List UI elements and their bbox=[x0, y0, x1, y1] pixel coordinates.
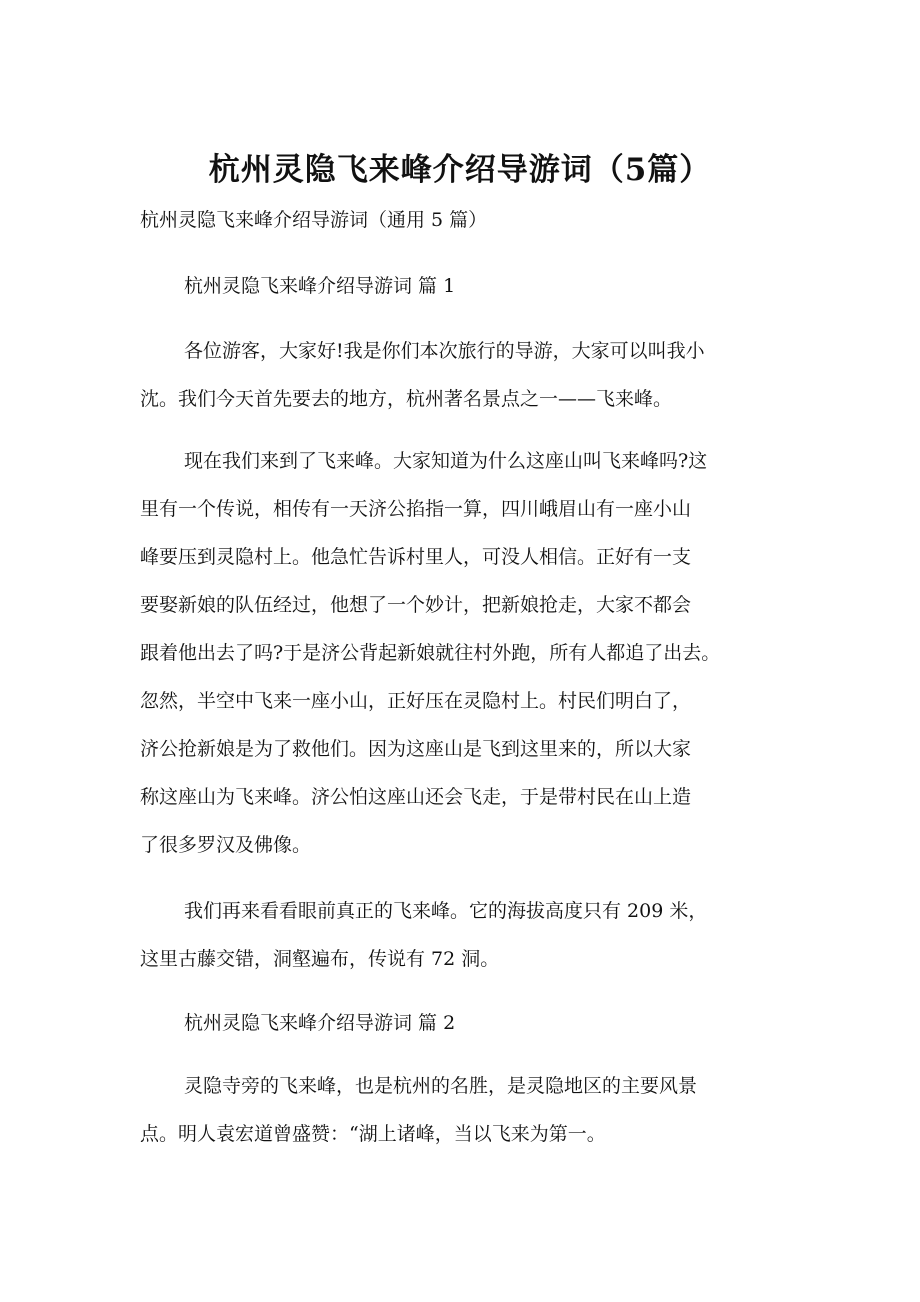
paragraph-line: 忽然，半空中飞来一座小山，正好压在灵隐村上。村民们明白了， bbox=[140, 690, 692, 712]
paragraph-line: 各位游客，大家好!我是你们本次旅行的导游，大家可以叫我小 bbox=[184, 340, 705, 362]
paragraph-line: 跟着他出去了吗?于是济公背起新娘就往村外跑，所有人都追了出去。 bbox=[140, 642, 721, 664]
paragraph-3 bbox=[140, 887, 800, 983]
section-heading-1: 杭州灵隐飞来峰介绍导游词 篇 1 bbox=[184, 275, 456, 297]
paragraph-line: 这里古藤交错，洞壑遍布，传说有 72 洞。 bbox=[140, 948, 500, 970]
paragraph-line: 沈。我们今天首先要去的地方，杭州著名景点之一——飞来峰。 bbox=[140, 388, 673, 410]
paragraph-line: 称这座山为飞来峰。济公怕这座山还会飞走，于是带村民在山上造 bbox=[140, 786, 692, 808]
paragraph-line: 了很多罗汉及佛像。 bbox=[140, 834, 312, 856]
paragraph-line: 我们再来看看眼前真正的飞来峰。它的海拔高度只有 209 米， bbox=[184, 900, 708, 922]
paragraph-line: 峰要压到灵隐村上。他急忙告诉村里人，可没人相信。正好有一支 bbox=[140, 546, 692, 568]
paragraph-2 bbox=[140, 437, 800, 869]
document-title: 杭州灵隐飞来峰介绍导游词（5篇） bbox=[208, 152, 712, 188]
document-subtitle: 杭州灵隐飞来峰介绍导游词（通用 5 篇） bbox=[140, 209, 488, 231]
paragraph-line: 灵隐寺旁的飞来峰，也是杭州的名胜，是灵隐地区的主要风景 bbox=[184, 1075, 698, 1097]
paragraph-line: 要娶新娘的队伍经过，他想了一个妙计，把新娘抢走，大家不都会 bbox=[140, 594, 692, 616]
paragraph-1 bbox=[140, 327, 800, 423]
paragraph-line: 里有一个传说，相传有一天济公掐指一算，四川峨眉山有一座小山 bbox=[140, 498, 692, 520]
paragraph-4 bbox=[140, 1062, 800, 1158]
section-heading-2: 杭州灵隐飞来峰介绍导游词 篇 2 bbox=[184, 1012, 456, 1034]
paragraph-line: 点。明人袁宏道曾盛赞：“湖上诸峰，当以飞来为第一。 bbox=[140, 1123, 606, 1145]
paragraph-line: 现在我们来到了飞来峰。大家知道为什么这座山叫飞来峰吗?这 bbox=[184, 450, 708, 472]
paragraph-line: 济公抢新娘是为了救他们。因为这座山是飞到这里来的，所以大家 bbox=[140, 738, 692, 760]
